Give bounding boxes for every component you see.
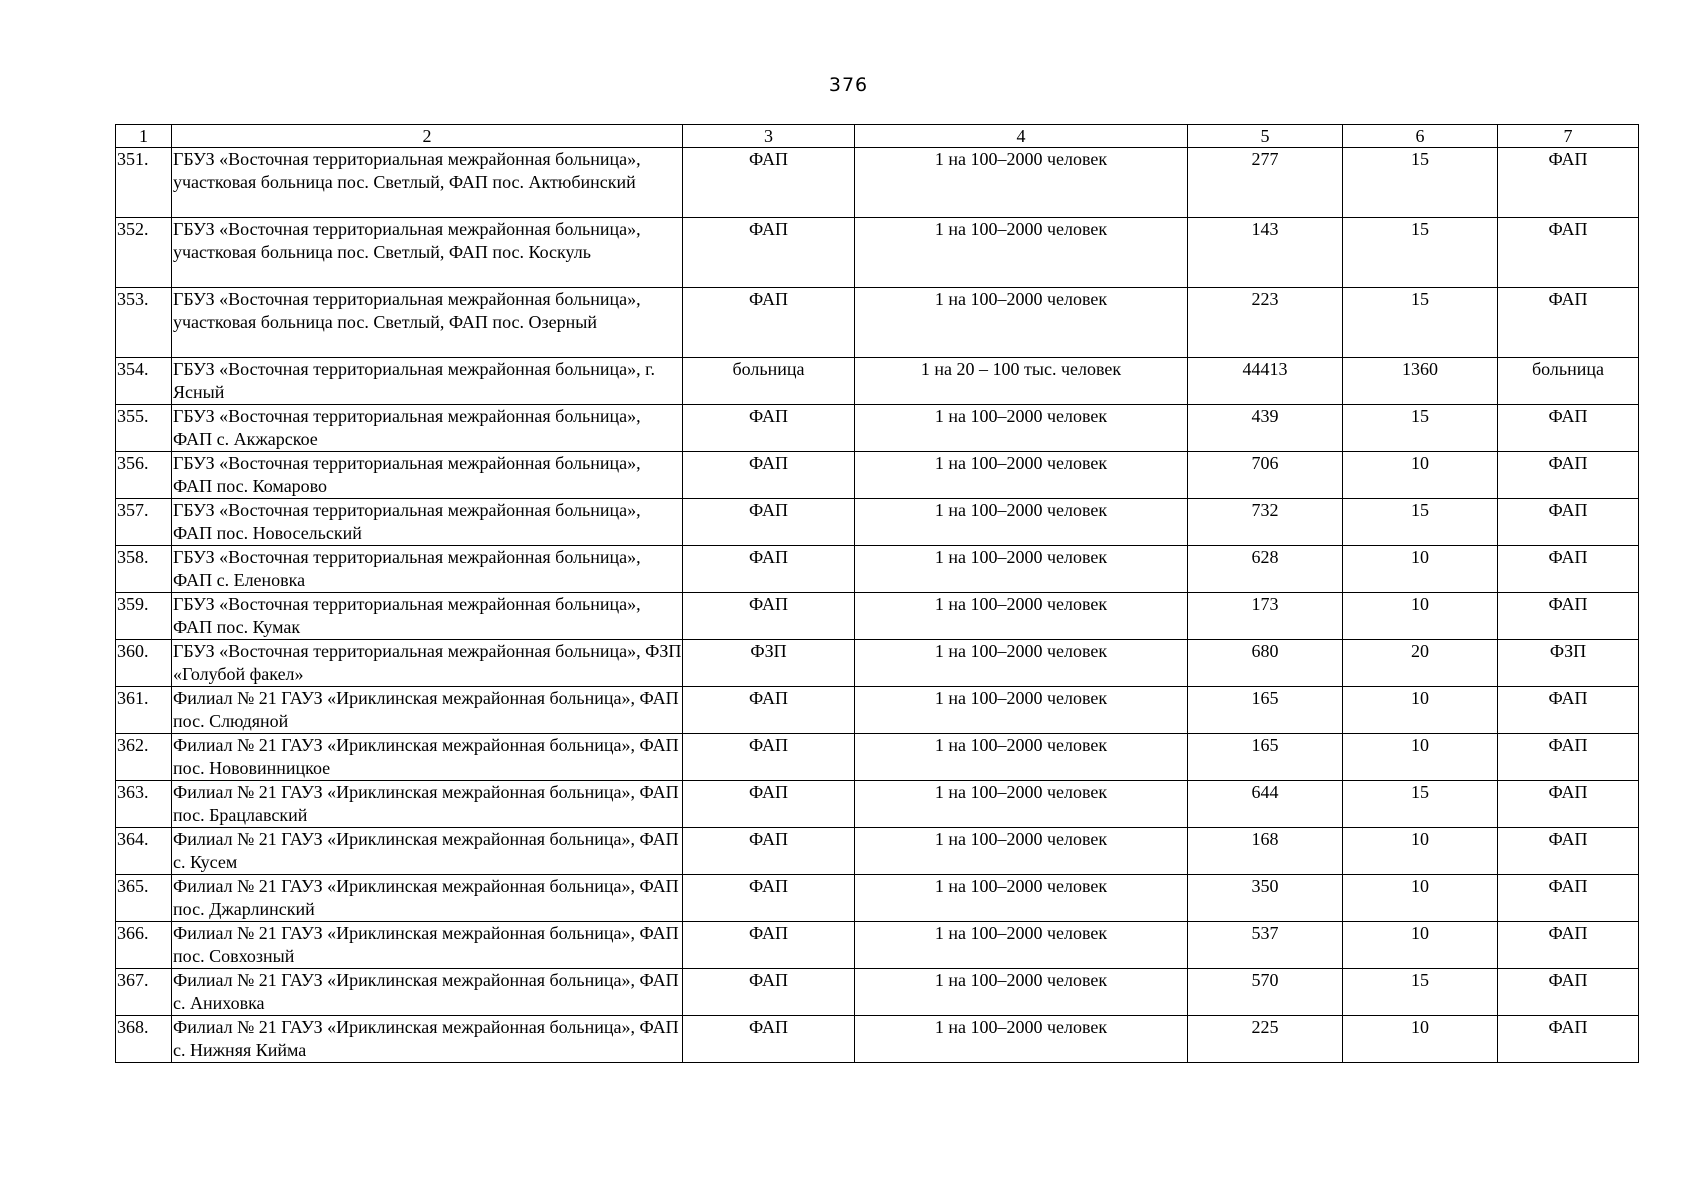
facility-name-cell: Филиал № 21 ГАУЗ «Ириклинская межрайонная больница», ФАП пос. Слюдяной [172,687,683,734]
facility-type-cell: ФАП [683,734,855,781]
distance-cell: 15 [1343,969,1498,1016]
recommended-type-cell: ФАП [1498,969,1639,1016]
table-row [116,546,1639,593]
norm-cell: 1 на 100–2000 человек [855,828,1188,875]
recommended-type-cell: ФАП [1498,148,1639,218]
population-cell: 732 [1188,499,1343,546]
norm-cell: 1 на 100–2000 человек [855,218,1188,288]
recommended-type-cell: ФАП [1498,1016,1639,1063]
facility-name-cell: Филиал № 21 ГАУЗ «Ириклинская межрайонная больница», ФАП пос. Совхозный [172,922,683,969]
recommended-type-cell: ФАП [1498,499,1639,546]
distance-cell: 10 [1343,546,1498,593]
distance-cell: 10 [1343,734,1498,781]
norm-cell: 1 на 100–2000 человек [855,781,1188,828]
facility-type-cell: ФАП [683,405,855,452]
table-row [116,922,1639,969]
distance-cell: 10 [1343,1016,1498,1063]
distance-cell: 15 [1343,218,1498,288]
population-cell: 168 [1188,828,1343,875]
table-row [116,148,1639,218]
facility-type-cell: ФАП [683,687,855,734]
row-number-cell: 352. [116,218,172,288]
header-cell: 4 [855,125,1188,148]
norm-cell: 1 на 100–2000 человек [855,922,1188,969]
row-number-cell: 365. [116,875,172,922]
header-cell: 3 [683,125,855,148]
table-row [116,593,1639,640]
norm-cell: 1 на 100–2000 человек [855,734,1188,781]
recommended-type-cell: больница [1498,358,1639,405]
norm-cell: 1 на 20 – 100 тыс. человек [855,358,1188,405]
facility-type-cell: ФАП [683,969,855,1016]
facility-name-cell: ГБУЗ «Восточная территориальная межрайонная больница», г. Ясный [172,358,683,405]
table-body [116,125,1639,1063]
distance-cell: 15 [1343,781,1498,828]
facilities-table [115,124,1639,1063]
page-number: 376 [828,74,869,96]
norm-cell: 1 на 100–2000 человек [855,640,1188,687]
distance-cell: 10 [1343,452,1498,499]
row-number-cell: 351. [116,148,172,218]
row-number-cell: 359. [116,593,172,640]
facility-type-cell: ФАП [683,288,855,358]
distance-cell: 1360 [1343,358,1498,405]
recommended-type-cell: ФАП [1498,546,1639,593]
table-row [116,452,1639,499]
facility-type-cell: ФАП [683,1016,855,1063]
table-row [116,218,1639,288]
recommended-type-cell: ФАП [1498,218,1639,288]
distance-cell: 20 [1343,640,1498,687]
table-header-row [116,125,1639,148]
distance-cell: 15 [1343,499,1498,546]
row-number-cell: 366. [116,922,172,969]
facility-type-cell: ФАП [683,875,855,922]
facility-type-cell: ФАП [683,546,855,593]
facility-name-cell: ГБУЗ «Восточная территориальная межрайонная больница», ФАП с. Акжарское [172,405,683,452]
population-cell: 44413 [1188,358,1343,405]
row-number-cell: 364. [116,828,172,875]
table-row [116,781,1639,828]
norm-cell: 1 на 100–2000 человек [855,288,1188,358]
recommended-type-cell: ФАП [1498,288,1639,358]
recommended-type-cell: ФАП [1498,687,1639,734]
facility-name-cell: Филиал № 21 ГАУЗ «Ириклинская межрайонная больница», ФАП с. Аниховка [172,969,683,1016]
norm-cell: 1 на 100–2000 человек [855,1016,1188,1063]
header-cell: 6 [1343,125,1498,148]
facility-name-cell: Филиал № 21 ГАУЗ «Ириклинская межрайонная больница», ФАП пос. Нововинницкое [172,734,683,781]
population-cell: 223 [1188,288,1343,358]
row-number-cell: 368. [116,1016,172,1063]
population-cell: 173 [1188,593,1343,640]
distance-cell: 10 [1343,875,1498,922]
facility-type-cell: больница [683,358,855,405]
row-number-cell: 363. [116,781,172,828]
recommended-type-cell: ФАП [1498,593,1639,640]
distance-cell: 10 [1343,593,1498,640]
table-row [116,828,1639,875]
population-cell: 225 [1188,1016,1343,1063]
population-cell: 644 [1188,781,1343,828]
row-number-cell: 358. [116,546,172,593]
population-cell: 680 [1188,640,1343,687]
table-row [116,405,1639,452]
population-cell: 628 [1188,546,1343,593]
row-number-cell: 355. [116,405,172,452]
facility-type-cell: ФАП [683,452,855,499]
recommended-type-cell: ФАП [1498,922,1639,969]
row-number-cell: 356. [116,452,172,499]
facility-type-cell: ФАП [683,148,855,218]
facility-type-cell: ФАП [683,499,855,546]
header-cell: 2 [172,125,683,148]
population-cell: 350 [1188,875,1343,922]
population-cell: 706 [1188,452,1343,499]
facility-type-cell: ФЗП [683,640,855,687]
facility-name-cell: Филиал № 21 ГАУЗ «Ириклинская межрайонная больница», ФАП с. Кусем [172,828,683,875]
norm-cell: 1 на 100–2000 человек [855,969,1188,1016]
facility-name-cell: ГБУЗ «Восточная территориальная межрайонная больница», ФАП пос. Кумак [172,593,683,640]
facility-name-cell: Филиал № 21 ГАУЗ «Ириклинская межрайонная больница», ФАП пос. Брацлавский [172,781,683,828]
table-row [116,358,1639,405]
distance-cell: 15 [1343,148,1498,218]
recommended-type-cell: ФАП [1498,452,1639,499]
distance-cell: 15 [1343,405,1498,452]
norm-cell: 1 на 100–2000 человек [855,148,1188,218]
facility-type-cell: ФАП [683,828,855,875]
population-cell: 143 [1188,218,1343,288]
row-number-cell: 353. [116,288,172,358]
table-row [116,875,1639,922]
norm-cell: 1 на 100–2000 человек [855,452,1188,499]
population-cell: 570 [1188,969,1343,1016]
row-number-cell: 360. [116,640,172,687]
norm-cell: 1 на 100–2000 человек [855,405,1188,452]
header-cell: 5 [1188,125,1343,148]
facility-type-cell: ФАП [683,781,855,828]
recommended-type-cell: ФАП [1498,734,1639,781]
table-row [116,1016,1639,1063]
population-cell: 439 [1188,405,1343,452]
row-number-cell: 362. [116,734,172,781]
facility-name-cell: Филиал № 21 ГАУЗ «Ириклинская межрайонная больница», ФАП с. Нижняя Кийма [172,1016,683,1063]
recommended-type-cell: ФЗП [1498,640,1639,687]
facility-type-cell: ФАП [683,218,855,288]
facility-name-cell: Филиал № 21 ГАУЗ «Ириклинская межрайонная больница», ФАП пос. Джарлинский [172,875,683,922]
norm-cell: 1 на 100–2000 человек [855,687,1188,734]
population-cell: 165 [1188,734,1343,781]
norm-cell: 1 на 100–2000 человек [855,875,1188,922]
facility-name-cell: ГБУЗ «Восточная территориальная межрайонная больница», участковая больница пос. Светлый, ФАП пос. Озерный [172,288,683,358]
row-number-cell: 357. [116,499,172,546]
norm-cell: 1 на 100–2000 человек [855,499,1188,546]
facility-type-cell: ФАП [683,922,855,969]
facility-name-cell: ГБУЗ «Восточная территориальная межрайонная больница», ФАП пос. Комарово [172,452,683,499]
recommended-type-cell: ФАП [1498,781,1639,828]
distance-cell: 10 [1343,922,1498,969]
facility-name-cell: ГБУЗ «Восточная территориальная межрайонная больница», ФЗП «Голубой факел» [172,640,683,687]
facility-name-cell: ГБУЗ «Восточная территориальная межрайонная больница», участковая больница пос. Светлый, ФАП пос. Актюбинский [172,148,683,218]
population-cell: 165 [1188,687,1343,734]
header-cell: 7 [1498,125,1639,148]
norm-cell: 1 на 100–2000 человек [855,593,1188,640]
distance-cell: 10 [1343,687,1498,734]
population-cell: 277 [1188,148,1343,218]
recommended-type-cell: ФАП [1498,875,1639,922]
row-number-cell: 367. [116,969,172,1016]
distance-cell: 15 [1343,288,1498,358]
table-row [116,969,1639,1016]
distance-cell: 10 [1343,828,1498,875]
row-number-cell: 354. [116,358,172,405]
norm-cell: 1 на 100–2000 человек [855,546,1188,593]
facility-type-cell: ФАП [683,593,855,640]
facility-name-cell: ГБУЗ «Восточная территориальная межрайонная больница», участковая больница пос. Светлый, ФАП пос. Коскуль [172,218,683,288]
facility-name-cell: ГБУЗ «Восточная территориальная межрайонная больница», ФАП с. Еленовка [172,546,683,593]
header-cell: 1 [116,125,172,148]
row-number-cell: 361. [116,687,172,734]
population-cell: 537 [1188,922,1343,969]
facility-name-cell: ГБУЗ «Восточная территориальная межрайонная больница», ФАП пос. Новосельский [172,499,683,546]
table-row [116,499,1639,546]
recommended-type-cell: ФАП [1498,828,1639,875]
table-row [116,734,1639,781]
table-row [116,640,1639,687]
table-row [116,288,1639,358]
recommended-type-cell: ФАП [1498,405,1639,452]
table-row [116,687,1639,734]
